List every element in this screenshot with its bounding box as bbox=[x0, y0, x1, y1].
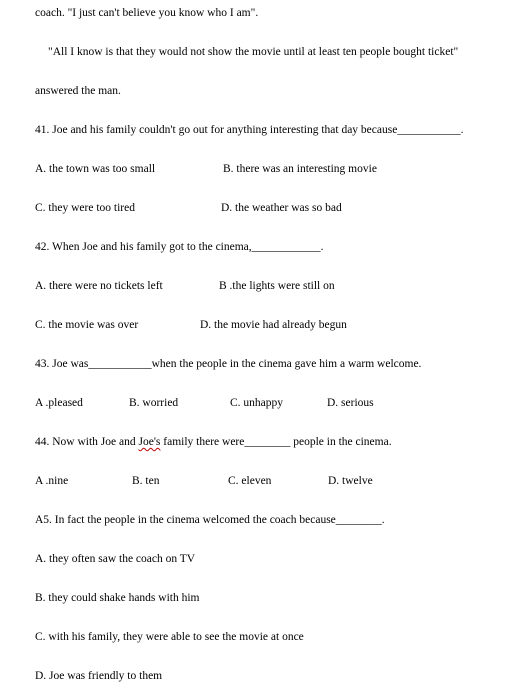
question-45-stem: A5. In fact the people in the cinema welcomed the coach because________. bbox=[35, 514, 385, 526]
question-42-option-d: D. the movie had already begun bbox=[200, 319, 347, 331]
question-45-option-b: B. they could shake hands with him bbox=[35, 592, 200, 604]
question-43-option-c: C. unhappy bbox=[230, 397, 284, 409]
question-45-option-c: C. with his family, they were able to see the movie at once bbox=[35, 631, 304, 643]
question-44-option-b: B. ten bbox=[132, 475, 160, 487]
question-43-option-b: B. worried bbox=[129, 397, 179, 409]
question-44-option-a: A .nine bbox=[35, 475, 69, 487]
question-42-option-b: B .the lights were still on bbox=[219, 280, 335, 292]
question-44-stem-end: family there were________ people in the cinema. bbox=[160, 436, 392, 448]
question-45-option-d: D. Joe was friendly to them bbox=[35, 670, 163, 682]
passage-line-3: answered the man. bbox=[35, 85, 121, 97]
question-41-option-a: A. the town was too small bbox=[35, 163, 156, 175]
question-42-stem: 42. When Joe and his family got to the cinema,____________. bbox=[35, 241, 324, 253]
spelling-flagged-word: Joe's bbox=[138, 436, 161, 448]
question-43-option-d: D. serious bbox=[327, 397, 374, 409]
question-45-option-a: A. they often saw the coach on TV bbox=[35, 553, 196, 565]
question-44-option-c: C. eleven bbox=[228, 475, 272, 487]
question-43-stem: 43. Joe was___________when the people in the cinema gave him a warm welcome. bbox=[35, 358, 422, 370]
question-44-stem-start: 44. Now with Joe and bbox=[35, 436, 139, 448]
question-42-option-c: C. the movie was over bbox=[35, 319, 139, 331]
question-42-option-a: A. there were no tickets left bbox=[35, 280, 163, 292]
passage-line-1: coach. "I just can't believe you know who I am". bbox=[35, 7, 259, 19]
question-41-option-b: B. there was an interesting movie bbox=[223, 163, 377, 175]
question-44-option-d: D. twelve bbox=[328, 475, 373, 487]
passage-line-2: "All I know is that they would not show the movie until at least ten people bought ticket" bbox=[48, 46, 459, 58]
question-43-option-a: A .pleased bbox=[35, 397, 83, 409]
question-41-option-d: D. the weather was so bad bbox=[221, 202, 342, 214]
question-41-stem: 41. Joe and his family couldn't go out for anything interesting that day because___________. bbox=[35, 124, 464, 136]
question-44-stem bbox=[35, 435, 392, 449]
question-41-option-c: C. they were too tired bbox=[35, 202, 135, 214]
